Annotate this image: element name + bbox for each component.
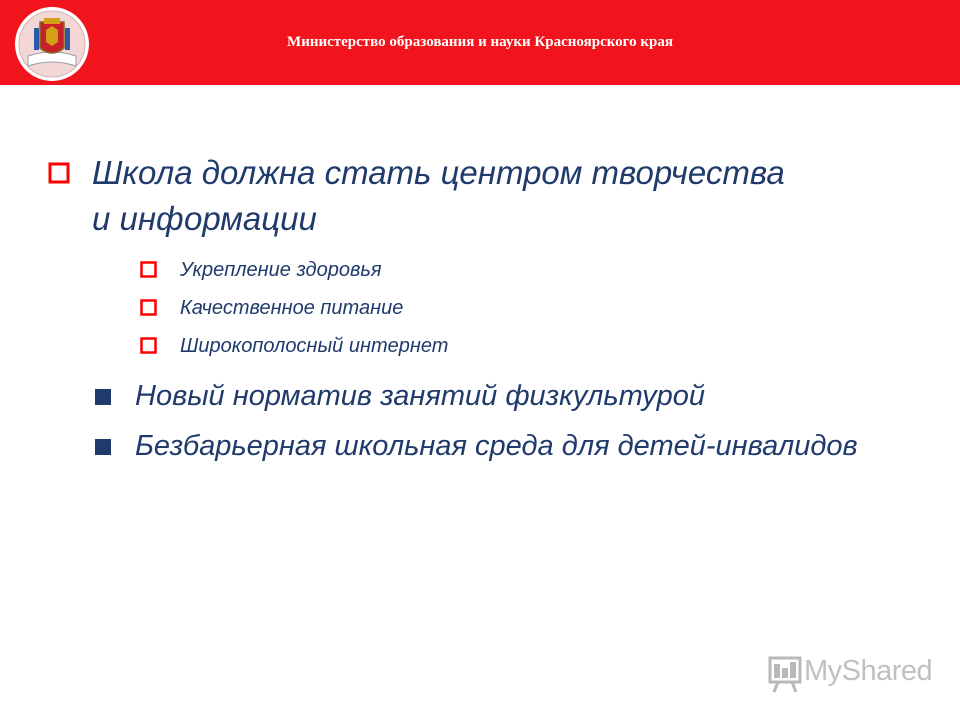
- ministry-title: Министерство образования и науки Красноярского края: [287, 34, 673, 50]
- hollow-square-bullet-icon: [140, 261, 157, 278]
- hollow-square-bullet-icon: [140, 337, 157, 354]
- sub-point-internet: Широкополосный интернет: [180, 335, 449, 357]
- header-bar: [0, 0, 960, 85]
- point-barrier-free: Безбарьерная школьная среда для детей-инвалидов: [135, 430, 858, 462]
- filled-square-bullet-icon: [95, 439, 111, 455]
- filled-square-bullet-icon: [95, 389, 111, 405]
- sub-point-health: Укрепление здоровья: [180, 259, 382, 281]
- projector-screen-icon: [768, 654, 804, 694]
- hollow-square-bullet-icon: [48, 162, 70, 184]
- main-point: Школа должна стать центром творчества и информации: [92, 154, 785, 237]
- myshared-watermark: MyShared: [804, 655, 933, 687]
- point-physical-education: Новый норматив занятий физкультурой: [135, 380, 706, 412]
- hollow-square-bullet-icon: [140, 299, 157, 316]
- sub-point-nutrition: Качественное питание: [180, 297, 404, 319]
